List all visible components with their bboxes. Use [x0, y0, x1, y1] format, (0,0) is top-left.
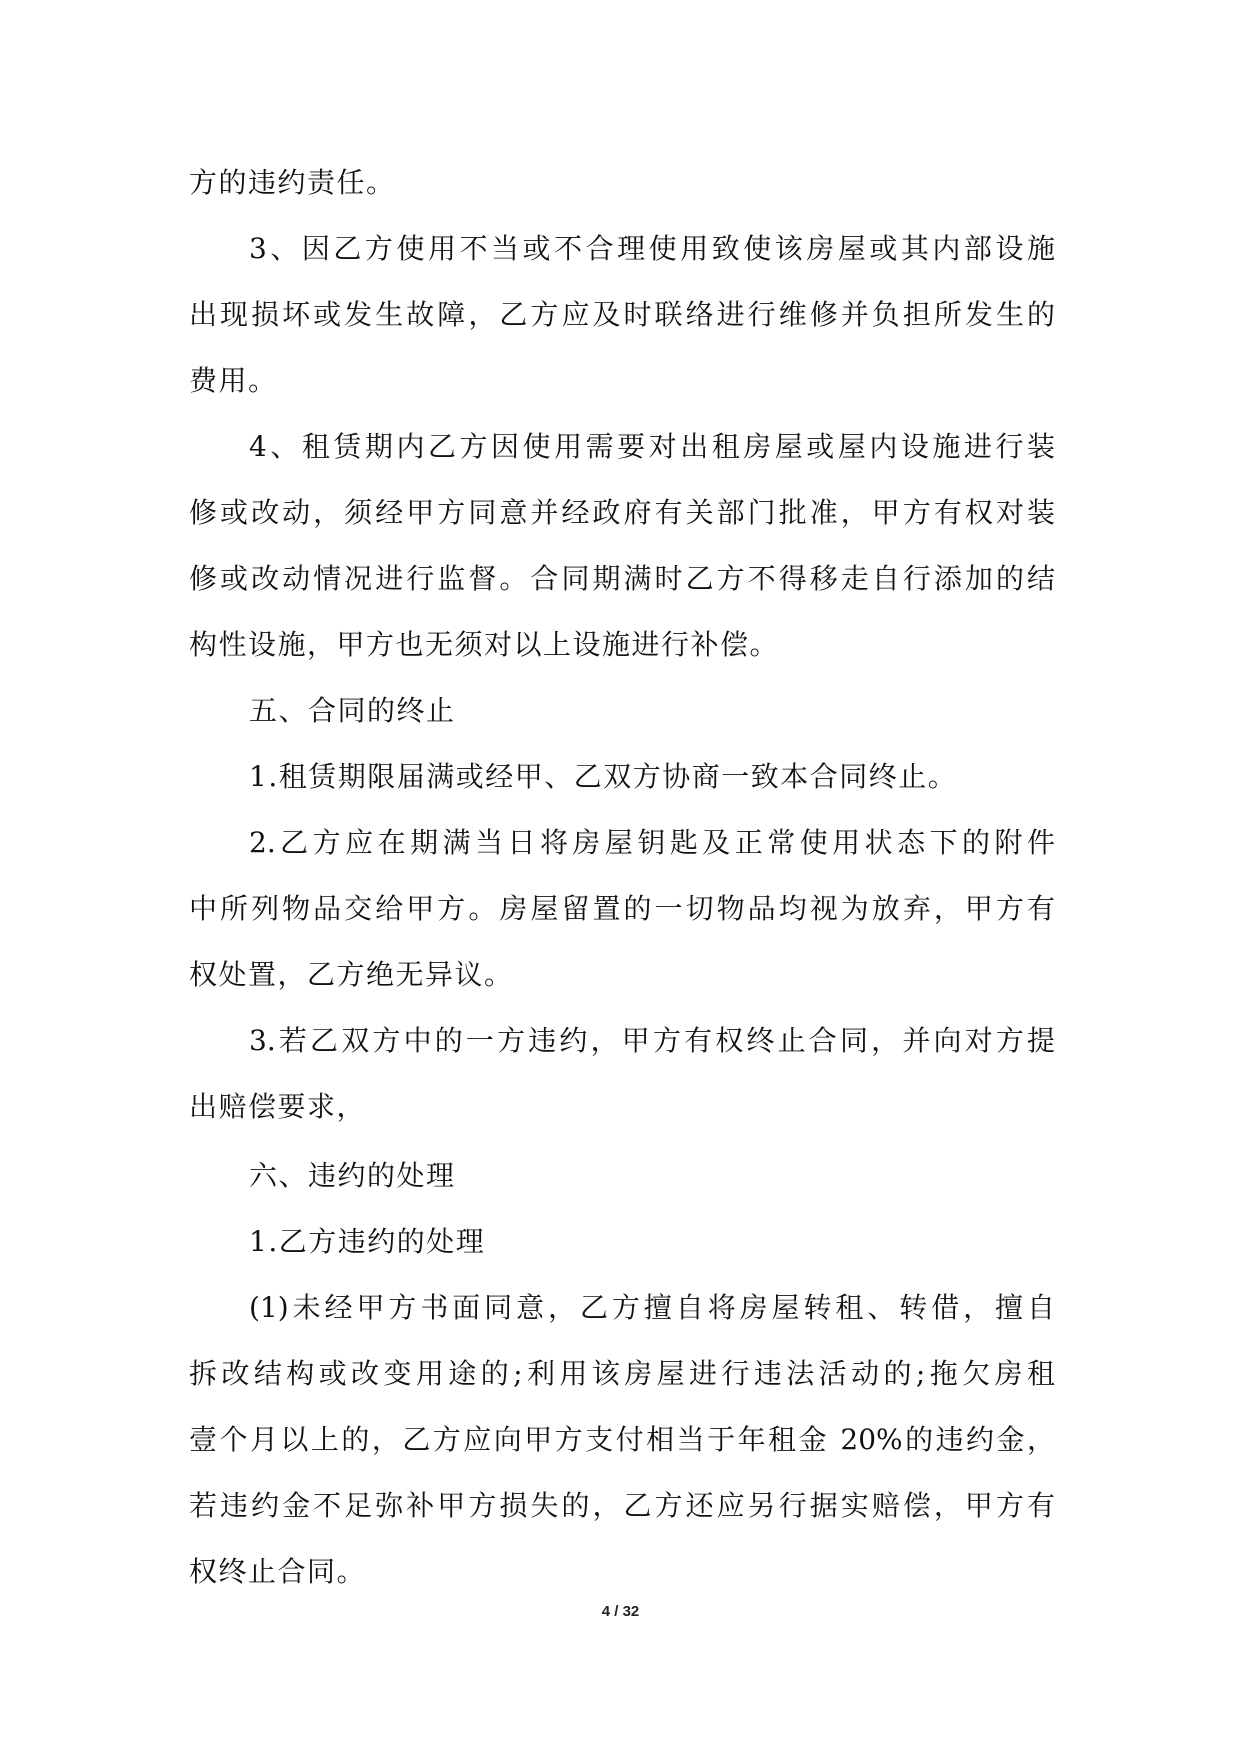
- text-line: 方的违约责任。: [189, 166, 396, 199]
- body-text: [189, 150, 1055, 1605]
- text-line: 壹个月以上的，乙方应向甲方支付相当于年租金 20%的违约金，: [189, 1423, 1055, 1456]
- text-line: 费用。: [189, 364, 278, 397]
- text-line: 3.若乙双方中的一方违约，甲方有权终止合同，并向对方提: [249, 1024, 1055, 1057]
- text-line: 修或改动，须经甲方同意并经政府有关部门批准，甲方有权对装: [189, 496, 1055, 529]
- text-line: 3、因乙方使用不当或不合理使用致使该房屋或其内部设施: [249, 232, 1055, 265]
- section-heading: 六、违约的处理: [249, 1159, 456, 1192]
- text-line: 中所列物品交给甲方。房屋留置的一切物品均视为放弃，甲方有: [189, 892, 1055, 925]
- text-line: 出赔偿要求，: [189, 1090, 367, 1123]
- text-line: 2.乙方应在期满当日将房屋钥匙及正常使用状态下的附件: [249, 826, 1055, 859]
- section-heading: 五、合同的终止: [249, 694, 456, 727]
- text-line: 构性设施，甲方也无须对以上设施进行补偿。: [189, 628, 780, 661]
- text-line: 修或改动情况进行监督。合同期满时乙方不得移走自行添加的结: [189, 562, 1055, 595]
- text-line: 4、租赁期内乙方因使用需要对出租房屋或屋内设施进行装: [249, 430, 1055, 463]
- text-line: 1.租赁期限届满或经甲、乙双方协商一致本合同终止。: [249, 760, 958, 793]
- text-line: 权终止合同。: [189, 1555, 367, 1588]
- text-line: (1)未经甲方书面同意，乙方擅自将房屋转租、转借，擅自: [249, 1291, 1055, 1324]
- subsection-heading: 1.乙方违约的处理: [249, 1225, 486, 1258]
- text-line: 权处置，乙方绝无异议。: [189, 958, 514, 991]
- text-line: 拆改结构或改变用途的;利用该房屋进行违法活动的;拖欠房租: [189, 1357, 1055, 1390]
- text-line: 若违约金不足弥补甲方损失的，乙方还应另行据实赔偿，甲方有: [189, 1489, 1055, 1522]
- text-line: 出现损坏或发生故障，乙方应及时联络进行维修并负担所发生的: [189, 298, 1055, 331]
- page-number: 4 / 32: [601, 1603, 640, 1620]
